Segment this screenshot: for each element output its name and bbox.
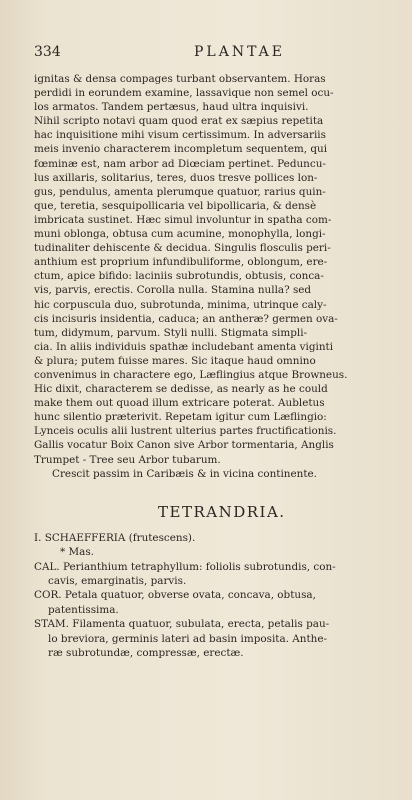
running-title: PLANTAE [194, 44, 285, 60]
text-line: muni oblonga, obtusa cum acumine, monophylla, longi- [34, 228, 326, 241]
genus-species: (frutescens). [128, 531, 196, 544]
text-line: anthium est proprium infundibuliforme, oblongum, ere- [34, 256, 328, 269]
text-line: cia. In aliis individuis spathæ includebant amenta viginti [34, 340, 334, 353]
description-key: COR. [34, 589, 62, 602]
description-line: lo breviora, germinis lateri ad basin imposita. Anthe- [48, 632, 327, 645]
page-header [34, 44, 412, 66]
section-title: TETRANDRIA. [158, 502, 286, 521]
description-line [34, 617, 412, 631]
text-line: meis invenio characterem incompletum sequentem, qui [34, 143, 328, 156]
text-line: Nihil scripto notavi quam quod erat ex sæpius repetita [34, 115, 324, 128]
description-line: ræ subrotundæ, compressæ, erectæ. [48, 646, 244, 659]
description-line [34, 560, 412, 574]
text-line: hunc silentio præterivit. Repetam igitur cum Læflingio: [34, 411, 327, 424]
text-line: fœminæ est, nam arbor ad Diœciam pertinet. Peduncu- [34, 157, 326, 170]
genus-heading [34, 531, 412, 545]
description-key: STAM. [34, 618, 69, 631]
text-line: imbricata sustinet. Hæc simul involuntur in spatha com- [34, 213, 332, 226]
description-key: CAL. [34, 560, 60, 573]
text-line: tudinaliter dehiscente & decidua. Singulis flosculis peri- [34, 242, 331, 255]
genus-name: SCHAEFFERIA [44, 531, 126, 544]
text-line: & plura; putem fuisse mares. Sic itaque haud omnino [34, 354, 316, 367]
text-line: Gallis vocatur Boix Canon sive Arbor tormentaria, Anglis [34, 439, 334, 452]
genus-number: I. [34, 531, 42, 544]
text-line: vis, parvis, erectis. Corolla nulla. Stamina nulla? sed [34, 284, 312, 297]
text-line: que, teretia, sesquipollicaria vel bipollicaria, & densè [34, 199, 317, 212]
text-line: hic corpuscula duo, subrotunda, minima, utrinque caly- [34, 298, 327, 311]
text-line: hac inquisitione mihi visum certissimum. In adversariis [34, 129, 326, 142]
text-line: lus axillaris, solitarius, teres, duos tresve pollices lon- [34, 171, 318, 184]
text-line: ignitas & densa compages turbant observantem. Horas [34, 73, 326, 85]
text-line: tum, didymum, parvum. Styli nulli. Stigmata simpli- [34, 326, 308, 339]
description-text: Perianthium tetraphyllum: foliolis subrotundis, con- [62, 560, 336, 573]
text-line: convenimus in charactere ego, Læflingius atque Browneus. [34, 368, 348, 381]
description-line: patentissima. [48, 603, 119, 616]
text-line: gus, pendulus, amenta plerumque quatuor, rarius quin- [34, 185, 326, 198]
text-line: ctum, apice bifido: laciniis subrotundis, obtusis, conca- [34, 270, 324, 283]
text-line: perdidi in eorundem examine, lassavique non semel ocu- [34, 87, 334, 100]
text-line: los armatos. Tandem pertæsus, haud ultra inquisivi. [34, 101, 309, 114]
body-text [34, 72, 412, 481]
text-line: Trumpet - Tree seu Arbor tubarum. [34, 453, 221, 466]
text-line: Lynceis oculis alii lustrent ulterius partes fructificationis. [34, 425, 337, 438]
text-line: make them out quoad illum extricare poterat. Aubletus [34, 397, 325, 410]
text-line: Hic dixit, characterem se dedisse, as nearly as he could [34, 383, 328, 396]
page-number: 334 [34, 44, 61, 60]
description-text: Petala quatuor, obverse ovata, concava, obtusa, [64, 589, 316, 602]
closing-line: Crescit passim in Caribæis & in vicina continente. [52, 467, 317, 480]
description-text: Filamenta quatuor, subulata, erecta, petalis pau- [72, 618, 330, 631]
text-line: cis incisuris insidentia, caduca; an antheræ? germen ova- [34, 312, 338, 325]
description-line [34, 588, 412, 602]
description-line: cavis, emarginatis, parvis. [48, 574, 187, 587]
sex-note: * Mas. [60, 546, 94, 559]
